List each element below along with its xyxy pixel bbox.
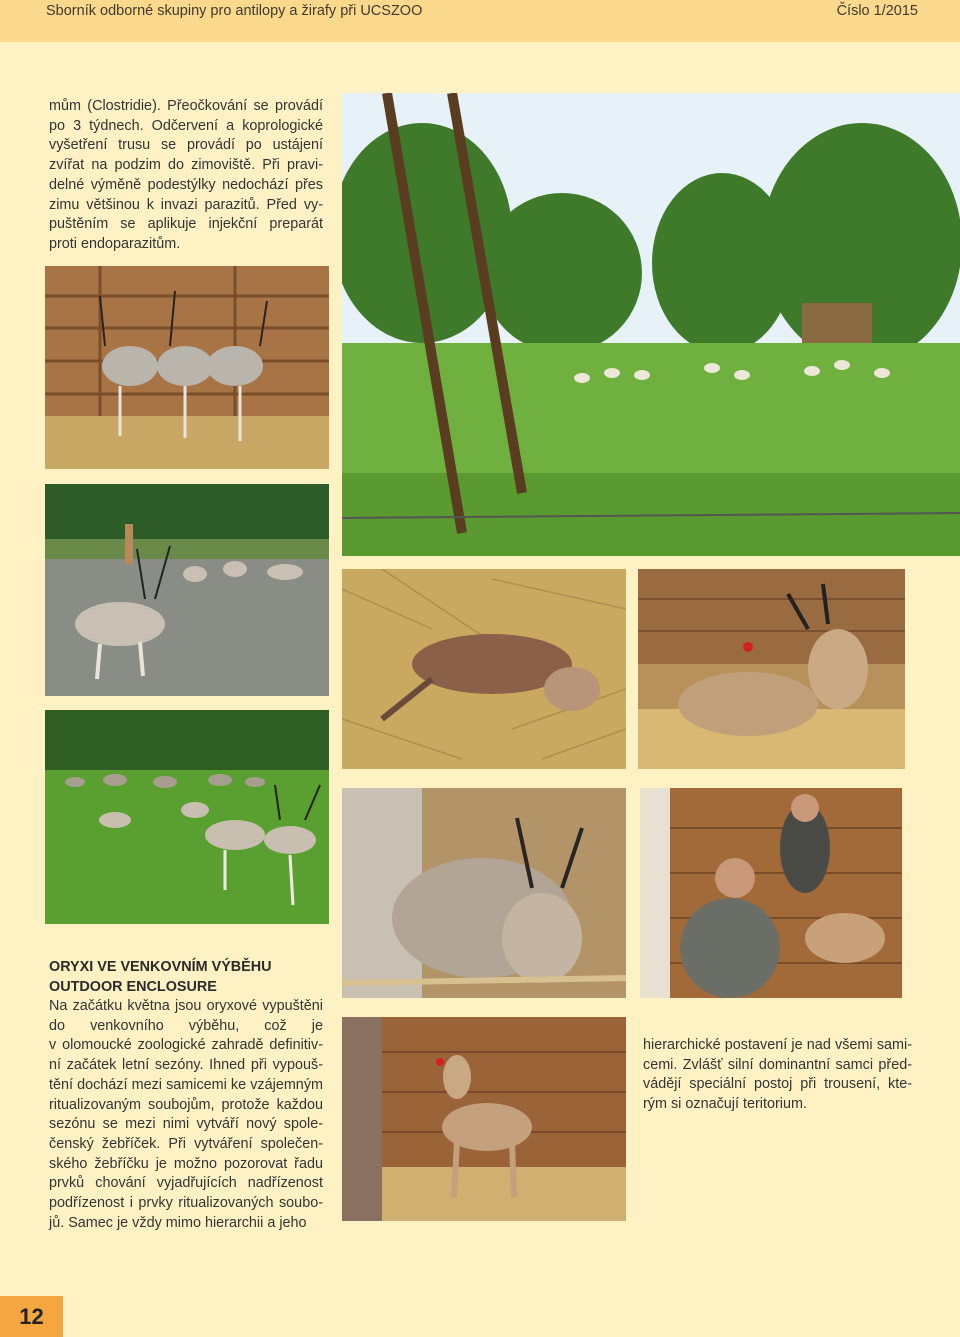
text-line: v olomoucké zoologické zahradě definitiv- — [49, 1037, 323, 1054]
text-line: cemi. Zvlášť silní dominantní samci před- — [643, 1056, 912, 1073]
section-paragraph — [49, 997, 323, 1233]
intro-paragraph — [49, 97, 323, 255]
section-title-cz: ORYXI VE VENKOVNÍM VÝBĚHU — [49, 959, 272, 975]
text-line: jů. Samec je vždy mimo hierarchii a jeho — [49, 1214, 307, 1231]
text-line: prvků chování vyjadřujících nadřízenost — [49, 1175, 323, 1192]
text-line: zvířat na podzim do zimoviště. Při pravi- — [49, 157, 323, 174]
text-line: ského žebříčku je možno pozorovat řadu — [49, 1155, 323, 1172]
page-number: 12 — [0, 1296, 63, 1337]
photo-calf-eartag — [638, 569, 905, 769]
text-line: ní začátek letní sezóny. Ihned při vypouš- — [49, 1057, 323, 1074]
text-line: ritualizovaným soubojům, protože každou — [49, 1096, 323, 1113]
text-line: sezónu se mezi nimi vytváří nový spole- — [49, 1116, 323, 1133]
photo-calf-closeup — [342, 788, 626, 998]
text-line: delné výměně podestýlky nedochází přes — [49, 176, 323, 193]
text-line: proti endoparazitům. — [49, 235, 181, 252]
journal-title: Sborník odborné skupiny pro antilopy a žirafy při UCSZOO — [46, 3, 423, 19]
text-line: čenský žebříček. Při vytváření společen- — [49, 1135, 323, 1152]
running-header — [0, 0, 960, 42]
photo-herd-landscape — [342, 93, 960, 556]
text-line: do venkovního výběhu, což je — [49, 1017, 323, 1034]
photo-oryx-gravel — [45, 484, 329, 696]
section-heading — [49, 957, 339, 997]
text-line: puštěním se aplikuje injekční preparát — [49, 216, 323, 233]
text-line: podřízenost i prvky ritualizovaných soubo- — [49, 1195, 323, 1212]
photo-young-oryx-stable — [342, 1017, 626, 1221]
section-title-en: OUTDOOR ENCLOSURE — [49, 979, 217, 995]
photo-keepers-feeding — [640, 788, 902, 998]
continuation-paragraph — [643, 1036, 912, 1115]
text-line: Na začátku května jsou oryxové vypuštěni — [49, 998, 323, 1014]
photo-newborn-calf — [342, 569, 626, 769]
issue-number: Číslo 1/2015 — [836, 3, 918, 19]
text-line: tění dochází mezi samicemi ke vzájemným — [49, 1076, 323, 1093]
photo-oryx-grass — [45, 710, 329, 924]
text-line: hierarchické postavení je nad všemi sami- — [643, 1037, 912, 1053]
text-line: po 3 týdnech. Odčervení a koprologické — [49, 117, 323, 134]
text-line: vádějí speciální postoj při trousení, kte- — [643, 1076, 912, 1093]
text-line: mům (Clostridie). Přeočkování se provádí — [49, 98, 323, 114]
photo-oryx-stable — [45, 266, 329, 469]
text-line: zimu většinou k invazi parazitů. Před vy- — [49, 196, 323, 213]
text-line: rým si označují teritorium. — [643, 1096, 807, 1113]
text-line: vyšetření trusu se provádí po ustájení — [49, 137, 323, 154]
